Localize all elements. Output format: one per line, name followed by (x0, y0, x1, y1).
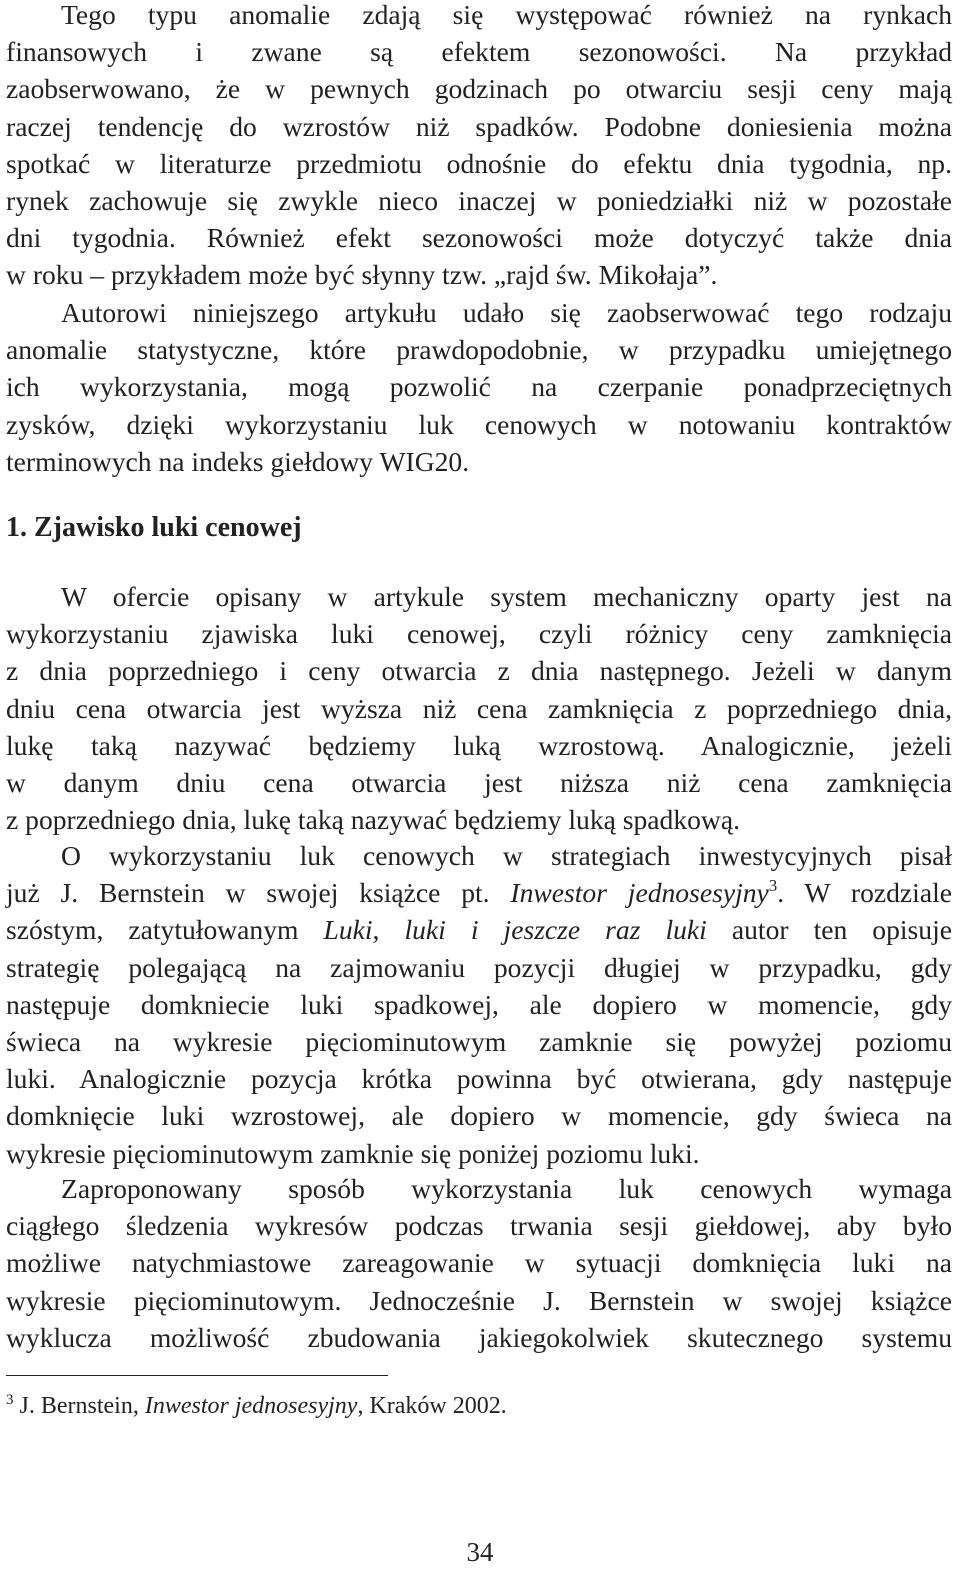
text-line: dni tygodnia. Również efekt sezonowości może dotyczyć także dnia (6, 222, 952, 254)
book-title: Inwestor jednosesyjny (510, 877, 769, 909)
text-line: zaobserwowano, że w pewnych godzinach po otwarciu sesji ceny mają (6, 73, 952, 105)
footnote (6, 1390, 507, 1422)
text-line: wykresie pięciominutowym zamknie się poniżej poziomu luki. (6, 1137, 700, 1169)
text-line: zysków, dzięki wykorzystaniu luk cenowych w notowaniu kontraktów (6, 408, 952, 440)
text-line: wykorzystaniu zjawiska luki cenowej, czyli różnicy ceny zamknięcia (6, 618, 952, 650)
text-line (6, 911, 952, 948)
footnote-reference[interactable]: 3 (768, 876, 778, 896)
text-line: anomalie statystyczne, które prawdopodobnie, w przypadku umiejętnego (6, 334, 952, 366)
text-line: domknięcie luki wzrostowej, ale dopiero w momencie, gdy świeca na (6, 1100, 952, 1132)
section-heading: 1. Zjawisko luki cenowej (6, 512, 302, 543)
text-line: w danym dniu cena otwarcia jest niższa niż cena zamknięcia (6, 766, 952, 798)
text-line: wyklucza możliwość zbudowania jakiegokolwiek skutecznego systemu (6, 1321, 952, 1353)
text-line: ciągłego śledzenia wykresów podczas trwania sesji giełdowej, aby było (6, 1210, 952, 1242)
text-fragment: autor ten opisuje (706, 914, 952, 946)
text-line: O wykorzystaniu luk cenowych w strategiach inwestycyjnych pisał (61, 840, 952, 871)
text-line: w roku – przykładem może być słynny tzw. „rajd św. Mikołaja”. (6, 259, 718, 291)
text-fragment: szóstym, zatytułowanym (6, 914, 324, 946)
text-line: rynek zachowuje się zwykle nieco inaczej w poniedziałki niż w pozostałe (6, 184, 952, 216)
text-line: dniu cena otwarcia jest wyższa niż cena zamknięcia z poprzedniego dnia, (6, 692, 952, 724)
paragraph-price-gap (6, 578, 952, 838)
footnote-author: J. Bernstein, (19, 1393, 145, 1419)
footnote-publication: , Kraków 2002. (357, 1393, 507, 1419)
paragraph-bernstein-strategy (6, 837, 952, 1172)
text-line: spotkać w literaturze przedmiotu odnośnie do efektu dnia tygodnia, np. (6, 147, 952, 179)
paragraph-seasonality (6, 0, 952, 294)
chapter-title: Luki, luki i jeszcze raz luki (323, 914, 707, 946)
paragraph-proposal (6, 1170, 952, 1356)
text-line: następuje domkniecie luki spadkowej, ale dopiero w momencie, gdy (6, 988, 952, 1020)
text-line: W ofercie opisany w artykule system mechaniczny oparty jest na (61, 581, 952, 612)
text-line: lukę taką nazywać będziemy luką wzrostową. Analogicznie, jeżeli (6, 729, 952, 761)
text-line (6, 874, 952, 911)
text-line: raczej tendencję do wzrostów niż spadków. Podobne doniesienia można (6, 110, 952, 142)
text-line: ich wykorzystania, mogą pozwolić na czerpanie ponadprzeciętnych (6, 371, 952, 403)
footnote-book-title: Inwestor jednosesyjny (144, 1393, 358, 1419)
text-line: strategię polegającą na zajmowaniu pozycji długiej w przypadku, gdy (6, 951, 952, 983)
text-line: świeca na wykresie pięciominutowym zamknie się powyżej poziomu (6, 1025, 952, 1057)
text-line: wykresie pięciominutowym. Jednocześnie J. Bernstein w swojej książce (6, 1284, 952, 1316)
text-fragment: . W rozdziale (777, 877, 952, 909)
text-line: terminowych na indeks giełdowy WIG20. (6, 445, 470, 477)
text-line: Zaproponowany sposób wykorzystania luk cenowych wymaga (61, 1173, 952, 1204)
footnote-separator (6, 1375, 388, 1376)
text-line: Tego typu anomalie zdają się występować również na rynkach (61, 0, 952, 30)
footnote-marker: 3 (6, 1392, 14, 1408)
text-fragment: już J. Bernstein w swojej książce pt. (6, 877, 511, 909)
text-line: możliwe natychmiastowe zareagowanie w sytuacji domknięcia luki na (6, 1247, 952, 1279)
text-line: Autorowi niniejszego artykułu udało się zaobserwować tego rodzaju (61, 297, 952, 328)
paragraph-author-observation (6, 294, 952, 480)
text-line: z poprzedniego dnia, lukę taką nazywać będziemy luką spadkową. (6, 804, 741, 836)
text-line: z dnia poprzedniego i ceny otwarcia z dnia następnego. Jeżeli w danym (6, 655, 952, 687)
text-line: luki. Analogicznie pozycja krótka powinna być otwierana, gdy następuje (6, 1063, 952, 1095)
text-line: finansowych i zwane są efektem sezonowości. Na przykład (6, 36, 952, 68)
page-number: 34 (466, 1537, 494, 1567)
